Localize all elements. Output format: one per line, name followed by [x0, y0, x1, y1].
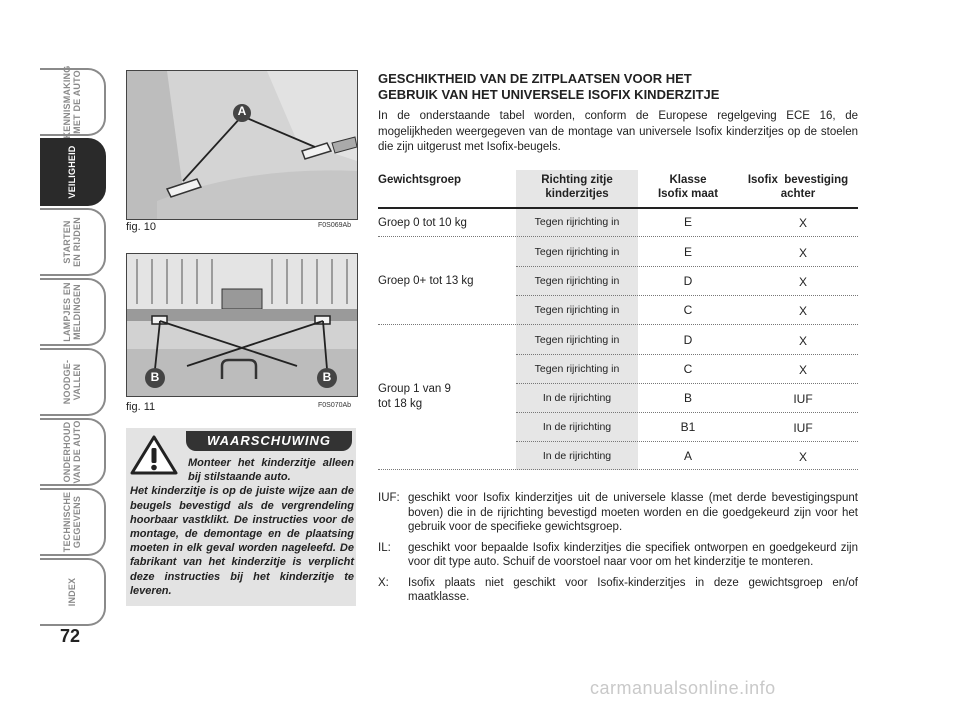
callout-b-left: B: [150, 370, 160, 384]
table-cell-fixing: X: [798, 216, 807, 230]
row-divider: [516, 412, 858, 413]
table-cell-fixing: X: [798, 334, 807, 348]
tab-veiligheid[interactable]: [40, 138, 106, 206]
table-cell-direction: In de rijrichting: [542, 421, 612, 433]
note-x: [378, 576, 858, 605]
tab-label: STARTEN EN RIJDEN: [62, 217, 82, 267]
note-text: geschikt voor Isofix kinderzitjes uit de universele klasse (met derde bevestigingspunt boven) die in de rijrichting bevestigd moeten worden en die goedgekeurd zijn voor het gebruik voor de specifieke gewichtsgroep.: [408, 492, 858, 533]
group-divider: [378, 236, 858, 237]
table-cell-direction: Tegen rijrichting in: [534, 216, 620, 228]
warning-title: WAARSCHUWING: [186, 431, 352, 451]
table-cell-direction: Tegen rijrichting in: [534, 275, 620, 287]
watermark: carmanualsonline.info: [590, 678, 776, 698]
figure-10-caption: fig. 10: [126, 221, 156, 233]
table-cell-fixing: IUF: [793, 421, 813, 435]
warning-text: [130, 456, 354, 598]
row-divider: [516, 441, 858, 442]
header-gewichtsgroep: Gewichtsgroep: [378, 174, 462, 186]
table-cell-direction: Tegen rijrichting in: [534, 363, 620, 375]
table-cell-class: C: [683, 362, 693, 376]
tab-label: TECHNISCHE GEGEVENS: [62, 491, 82, 553]
table-bottom-rule: [378, 469, 858, 470]
note-key: IL:: [378, 541, 391, 554]
tab-starten[interactable]: [40, 208, 106, 276]
row-divider: [516, 266, 858, 267]
tab-label: ONDERHOUD VAN DE AUTO: [62, 420, 82, 484]
figure-11-illustration: [126, 253, 358, 397]
note-key: X:: [378, 576, 389, 589]
table-cell-class: B1: [680, 420, 696, 434]
table-cell-class: D: [683, 333, 693, 347]
table-cell-direction: Tegen rijrichting in: [534, 334, 620, 346]
callout-b-right: B: [322, 370, 332, 384]
tab-lampjes[interactable]: [40, 278, 106, 346]
note-key: IUF:: [378, 492, 400, 504]
tab-index[interactable]: [40, 558, 106, 626]
table-cell-class: B: [683, 391, 692, 405]
table-cell-class: C: [683, 303, 693, 317]
table-cell-direction: In de rijrichting: [542, 392, 612, 404]
table-cell-class: E: [683, 245, 692, 259]
isofix-table: [378, 170, 858, 470]
tab-onderhoud[interactable]: [40, 418, 106, 486]
callout-a: A: [237, 104, 247, 118]
table-cell-fixing: X: [798, 363, 807, 377]
page-number: 72: [60, 626, 81, 646]
table-cell-fixing: X: [798, 275, 807, 289]
header-bevestiging: Isofix bevestiging achter: [747, 174, 849, 200]
section-heading-line2: GEBRUIK VAN HET UNIVERSELE ISOFIX KINDERZITJE: [378, 87, 720, 102]
figure-10-illustration: [126, 70, 358, 220]
tab-label: INDEX: [67, 577, 77, 607]
group-label-1: Groep 0+ tot 13 kg: [378, 275, 474, 287]
header-richting: Richting zitje kinderzitjes: [541, 174, 613, 200]
tab-label: KENNISMAKING MET DE AUTO: [62, 65, 82, 139]
table-cell-fixing: X: [798, 450, 807, 464]
warning-box: [126, 428, 356, 606]
note-iuf: [378, 491, 858, 535]
legend-notes: [378, 491, 858, 611]
row-divider: [516, 354, 858, 355]
header-klasse: Klasse Isofix maat: [657, 174, 719, 200]
intro-paragraph: In de onderstaande tabel worden, conform de Europese regelgeving ECE 16, de mogelijkheden weergegeven van de montage van universele Isofix kinderzitjes op de stoelen die zijn uitgerust met Isofix-beugels.: [378, 110, 858, 153]
header-rule: [378, 207, 858, 209]
tab-label: NOODGE- VALLEN: [62, 359, 82, 405]
side-tabs: [40, 65, 106, 628]
note-text: geschikt voor bepaalde Isofix kinderzitjes die specifiek ontworpen en goedgekeurd zijn voor dit type auto. Schuif de voorstoel naar voor om het kinderzitje te monteren.: [408, 541, 858, 568]
section-heading: [378, 71, 719, 103]
tab-label: LAMPJES EN MELDINGEN: [62, 282, 82, 342]
figure-11-caption: fig. 11: [126, 401, 156, 413]
group-label-0: Groep 0 tot 10 kg: [378, 217, 467, 229]
tab-technische[interactable]: [40, 488, 106, 556]
note-il: [378, 541, 858, 570]
tab-noodgevallen[interactable]: [40, 348, 106, 416]
table-cell-class: A: [683, 449, 692, 463]
table-cell-direction: In de rijrichting: [542, 450, 612, 462]
note-text: Isofix plaats niet geschikt voor Isofix-kinderzitjes in deze gewichtsgroep en/of maatklasse.: [408, 576, 858, 603]
table-cell-direction: Tegen rijrichting in: [534, 246, 620, 258]
table-cell-direction: Tegen rijrichting in: [534, 304, 620, 316]
table-cell-fixing: X: [798, 304, 807, 318]
row-divider: [516, 295, 858, 296]
figure-11-code: F0S070Ab: [318, 402, 352, 409]
table-cell-fixing: X: [798, 246, 807, 260]
row-divider: [516, 383, 858, 384]
warning-text-lead: Monteer het kinderzitje alleen bij stilstaande auto.: [188, 457, 354, 484]
group-divider: [378, 324, 858, 325]
group-label-2: Group 1 van 9 tot 18 kg: [378, 383, 451, 410]
table-cell-class: D: [683, 274, 693, 288]
table-cell-class: E: [683, 215, 692, 229]
warning-text-rest: Het kinderzitje is op de juiste wijze aan de beugels bevestigd als de vergrendeling hoorbaar vastklikt. De instructies voor de montage, de demontage en de plaatsing moeten in elk geval worden nageleefd. De fabrikant van het kinderzitje is verplicht deze instructies bij het kinderzitje te leveren.: [130, 485, 354, 597]
table-cell-fixing: IUF: [793, 392, 813, 406]
figure-10-code: F0S069Ab: [318, 222, 352, 229]
tab-kennismaking[interactable]: [40, 65, 106, 139]
tab-label: VEILIGHEID: [67, 145, 77, 199]
section-heading-line1: GESCHIKTHEID VAN DE ZITPLAATSEN VOOR HET: [378, 71, 692, 86]
